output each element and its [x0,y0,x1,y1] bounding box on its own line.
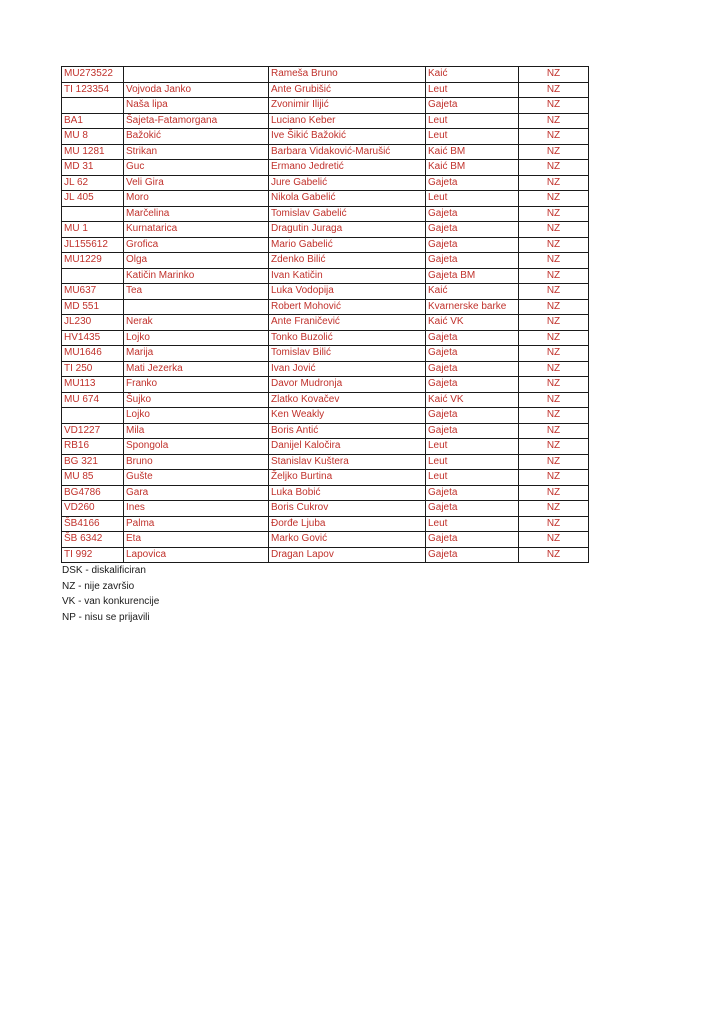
skipper-cell: Ken Weakly [269,408,426,424]
skipper-cell: Boris Cukrov [269,501,426,517]
boat-type-cell: Gajeta [426,253,519,269]
skipper-cell: Jure Gabelić [269,175,426,191]
table-row [62,144,589,160]
boat-type-cell: Kaić BM [426,160,519,176]
registration-cell: MU273522 [62,67,124,83]
boat-name-cell: Katičin Marinko [124,268,269,284]
table-row [62,454,589,470]
boat-type-cell: Leut [426,454,519,470]
boat-type-cell: Leut [426,470,519,486]
table-row [62,361,589,377]
skipper-cell: Nikola Gabelić [269,191,426,207]
status-cell: NZ [519,191,589,207]
boat-name-cell: Spongola [124,439,269,455]
table-row [62,377,589,393]
registration-cell: MD 551 [62,299,124,315]
registration-cell: VD260 [62,501,124,517]
registration-cell: HV1435 [62,330,124,346]
skipper-cell: Mario Gabelić [269,237,426,253]
registration-cell: MU 8 [62,129,124,145]
boat-type-cell: Leut [426,191,519,207]
skipper-cell: Željko Burtina [269,470,426,486]
status-cell: NZ [519,423,589,439]
status-cell: NZ [519,284,589,300]
registration-cell: MU1229 [62,253,124,269]
skipper-cell: Davor Mudronja [269,377,426,393]
skipper-cell: Zlatko Kovačev [269,392,426,408]
table-row [62,284,589,300]
boat-name-cell: Franko [124,377,269,393]
results-table [61,66,589,563]
status-cell: NZ [519,82,589,98]
table-row [62,330,589,346]
boat-type-cell: Gajeta [426,501,519,517]
registration-cell: BA1 [62,113,124,129]
boat-type-cell: Gajeta [426,237,519,253]
table-row [62,501,589,517]
table-row [62,408,589,424]
registration-cell: ŠB4166 [62,516,124,532]
boat-name-cell [124,67,269,83]
status-cell: NZ [519,501,589,517]
boat-type-cell: Kaić BM [426,144,519,160]
boat-type-cell: Leut [426,82,519,98]
skipper-cell: Robert Mohović [269,299,426,315]
boat-type-cell: Kaić VK [426,315,519,331]
status-cell: NZ [519,113,589,129]
skipper-cell: Boris Antić [269,423,426,439]
skipper-cell: Barbara Vidaković-Marušić [269,144,426,160]
boat-name-cell: Šajeta-Fatamorgana [124,113,269,129]
boat-name-cell: Lapovica [124,547,269,563]
boat-name-cell: Marčelina [124,206,269,222]
boat-type-cell: Gajeta [426,485,519,501]
status-cell: NZ [519,160,589,176]
boat-type-cell: Kaić [426,284,519,300]
table-row [62,516,589,532]
boat-type-cell: Gajeta [426,408,519,424]
boat-name-cell: Bažokić [124,129,269,145]
boat-type-cell: Gajeta [426,222,519,238]
boat-name-cell: Olga [124,253,269,269]
boat-name-cell: Gara [124,485,269,501]
status-cell: NZ [519,206,589,222]
boat-name-cell: Marija [124,346,269,362]
table-row [62,113,589,129]
skipper-cell: Stanislav Kuštera [269,454,426,470]
status-cell: NZ [519,98,589,114]
skipper-cell: Marko Gović [269,532,426,548]
table-row [62,532,589,548]
table-row [62,98,589,114]
boat-name-cell: Guc [124,160,269,176]
boat-name-cell: Palma [124,516,269,532]
table-row [62,470,589,486]
boat-name-cell: Tea [124,284,269,300]
table-row [62,222,589,238]
boat-type-cell: Gajeta [426,547,519,563]
registration-cell: MU 1281 [62,144,124,160]
status-cell: NZ [519,547,589,563]
table-row [62,346,589,362]
boat-type-cell: Leut [426,113,519,129]
boat-type-cell: Gajeta [426,330,519,346]
status-cell: NZ [519,253,589,269]
registration-cell: MU113 [62,377,124,393]
boat-name-cell: Kurnatarica [124,222,269,238]
boat-name-cell: Mila [124,423,269,439]
table-row [62,315,589,331]
table-row [62,392,589,408]
registration-cell: MU 85 [62,470,124,486]
boat-type-cell: Gajeta [426,206,519,222]
status-cell: NZ [519,532,589,548]
boat-name-cell: Lojko [124,330,269,346]
boat-type-cell: Kaić [426,67,519,83]
status-cell: NZ [519,377,589,393]
registration-cell [62,206,124,222]
skipper-cell: Luciano Keber [269,113,426,129]
legend-item: VK - van konkurencije [62,596,160,607]
status-cell: NZ [519,408,589,424]
registration-cell: MU637 [62,284,124,300]
boat-type-cell: Gajeta BM [426,268,519,284]
skipper-cell: Luka Vodopija [269,284,426,300]
skipper-cell: Zvonimir Ilijić [269,98,426,114]
skipper-cell: Ivan Katičin [269,268,426,284]
registration-cell: VD1227 [62,423,124,439]
table-row [62,175,589,191]
boat-type-cell: Gajeta [426,532,519,548]
registration-cell: BG 321 [62,454,124,470]
boat-name-cell: Eta [124,532,269,548]
registration-cell: BG4786 [62,485,124,501]
registration-cell: TI 992 [62,547,124,563]
boat-type-cell: Gajeta [426,98,519,114]
boat-name-cell [124,299,269,315]
table-row [62,423,589,439]
boat-type-cell: Leut [426,516,519,532]
status-cell: NZ [519,299,589,315]
status-cell: NZ [519,67,589,83]
table-row [62,206,589,222]
status-cell: NZ [519,361,589,377]
legend-item: DSK - diskalificiran [62,565,146,576]
boat-type-cell: Leut [426,439,519,455]
status-cell: NZ [519,175,589,191]
status-cell: NZ [519,237,589,253]
skipper-cell: Rameša Bruno [269,67,426,83]
results-table-body [62,67,589,563]
status-cell: NZ [519,346,589,362]
table-row [62,299,589,315]
boat-name-cell: Ines [124,501,269,517]
boat-name-cell: Bruno [124,454,269,470]
status-cell: NZ [519,485,589,501]
status-cell: NZ [519,392,589,408]
skipper-cell: Zdenko Bilić [269,253,426,269]
boat-type-cell: Gajeta [426,175,519,191]
boat-name-cell: Grofica [124,237,269,253]
table-row [62,253,589,269]
status-cell: NZ [519,470,589,486]
table-row [62,82,589,98]
boat-name-cell: Moro [124,191,269,207]
boat-name-cell: Nerak [124,315,269,331]
skipper-cell: Ermano Jedretić [269,160,426,176]
legend-item: NP - nisu se prijavili [62,611,150,623]
registration-cell: MU 1 [62,222,124,238]
table-row [62,439,589,455]
status-cell: NZ [519,129,589,145]
status-cell: NZ [519,439,589,455]
registration-cell: JL155612 [62,237,124,253]
legend [62,563,159,625]
registration-cell [62,408,124,424]
status-cell: NZ [519,516,589,532]
skipper-cell: Tonko Buzolić [269,330,426,346]
boat-type-cell: Gajeta [426,346,519,362]
status-cell: NZ [519,330,589,346]
skipper-cell: Ante Franičević [269,315,426,331]
status-cell: NZ [519,222,589,238]
boat-type-cell: Kvarnerske barke [426,299,519,315]
registration-cell: ŠB 6342 [62,532,124,548]
skipper-cell: Luka Bobić [269,485,426,501]
boat-type-cell: Gajeta [426,361,519,377]
boat-type-cell: Kaić VK [426,392,519,408]
table-row [62,160,589,176]
legend-item: NZ - nije završio [62,580,135,592]
skipper-cell: Tomislav Gabelić [269,206,426,222]
skipper-cell: Ive Šikić Bažokić [269,129,426,145]
table-row [62,191,589,207]
status-cell: NZ [519,315,589,331]
boat-name-cell: Gušte [124,470,269,486]
table-row [62,129,589,145]
skipper-cell: Ivan Jović [269,361,426,377]
boat-name-cell: Šujko [124,392,269,408]
registration-cell: TI 123354 [62,82,124,98]
registration-cell: MU 674 [62,392,124,408]
table-row [62,67,589,83]
skipper-cell: Dragan Lapov [269,547,426,563]
skipper-cell: Danijel Kaločira [269,439,426,455]
table-row [62,547,589,563]
table-row [62,268,589,284]
status-cell: NZ [519,144,589,160]
boat-name-cell: Naša lipa [124,98,269,114]
status-cell: NZ [519,454,589,470]
skipper-cell: Đorđe Ljuba [269,516,426,532]
skipper-cell: Ante Grubišić [269,82,426,98]
registration-cell: JL 405 [62,191,124,207]
registration-cell: MU1646 [62,346,124,362]
registration-cell: TI 250 [62,361,124,377]
boat-name-cell: Mati Jezerka [124,361,269,377]
skipper-cell: Dragutin Juraga [269,222,426,238]
table-row [62,485,589,501]
boat-type-cell: Gajeta [426,377,519,393]
registration-cell [62,98,124,114]
boat-name-cell: Lojko [124,408,269,424]
boat-name-cell: Vojvoda Janko [124,82,269,98]
skipper-cell: Tomislav Bilić [269,346,426,362]
boat-type-cell: Gajeta [426,423,519,439]
registration-cell: JL 62 [62,175,124,191]
registration-cell: JL230 [62,315,124,331]
boat-type-cell: Leut [426,129,519,145]
registration-cell [62,268,124,284]
boat-name-cell: Strikan [124,144,269,160]
status-cell: NZ [519,268,589,284]
registration-cell: MD 31 [62,160,124,176]
registration-cell: RB16 [62,439,124,455]
table-row [62,237,589,253]
boat-name-cell: Veli Gira [124,175,269,191]
